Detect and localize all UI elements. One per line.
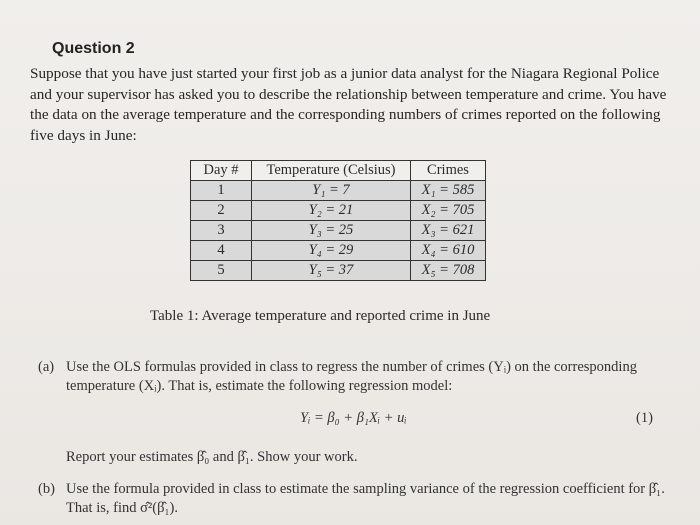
cell-temperature: Y₅ = 37: [252, 261, 411, 281]
cell-crimes: X₄ = 610: [411, 241, 486, 261]
table-row: [191, 181, 486, 201]
cell-temperature: Y₃ = 25: [252, 221, 411, 241]
cell-temperature: Y₂ = 21: [252, 201, 411, 221]
question-title: Question 2: [52, 40, 135, 57]
cell-crimes: X₂ = 705: [411, 201, 486, 221]
part-a-label: (a): [38, 359, 55, 375]
cell-crimes: X₁ = 585: [411, 181, 486, 201]
cell-day: 2: [191, 201, 252, 221]
cell-temperature: Y₁ = 7: [252, 181, 411, 201]
part-a-text: Use the OLS formulas provided in class to regress the number of crimes (Yᵢ) on the corresponding temperature (Xᵢ). That is, estimate the following regression model:: [66, 359, 637, 394]
cell-day: 4: [191, 241, 252, 261]
part-b-label: (b): [38, 481, 55, 497]
part-b-text: Use the formula provided in class to estimate the sampling variance of the regression coefficient for β̂₁. That is, find σ̂²(β̂₁).: [66, 481, 665, 516]
cell-crimes: X₅ = 708: [411, 261, 486, 281]
data-table: [190, 160, 486, 281]
cell-day: 1: [191, 181, 252, 201]
table-caption: Table 1: Average temperature and reported crime in June: [150, 308, 491, 324]
table-row: [191, 241, 486, 261]
table-row: [191, 201, 486, 221]
report-instruction: Report your estimates β̂₀ and β̂₁. Show your work.: [66, 449, 358, 465]
table-header-row: [191, 161, 486, 181]
header-crimes: Crimes: [411, 161, 486, 181]
header-temperature: Temperature (Celsius): [252, 161, 411, 181]
cell-day: 3: [191, 221, 252, 241]
equation-number: (1): [636, 410, 653, 426]
cell-crimes: X₃ = 621: [411, 221, 486, 241]
regression-equation: Yᵢ = β₀ + β₁Xᵢ + uᵢ: [300, 410, 407, 426]
cell-temperature: Y₄ = 29: [252, 241, 411, 261]
cell-day: 5: [191, 261, 252, 281]
table-row: [191, 261, 486, 281]
table-row: [191, 221, 486, 241]
question-intro: Suppose that you have just started your first job as a junior data analyst for the Niagara Regional Police and your supervisor has asked you to describe the relationship between temperature and crime. You have the data on the average temperature and the corresponding numbers of crimes reported on the following five days in June:: [30, 65, 667, 144]
header-day: Day #: [191, 161, 252, 181]
